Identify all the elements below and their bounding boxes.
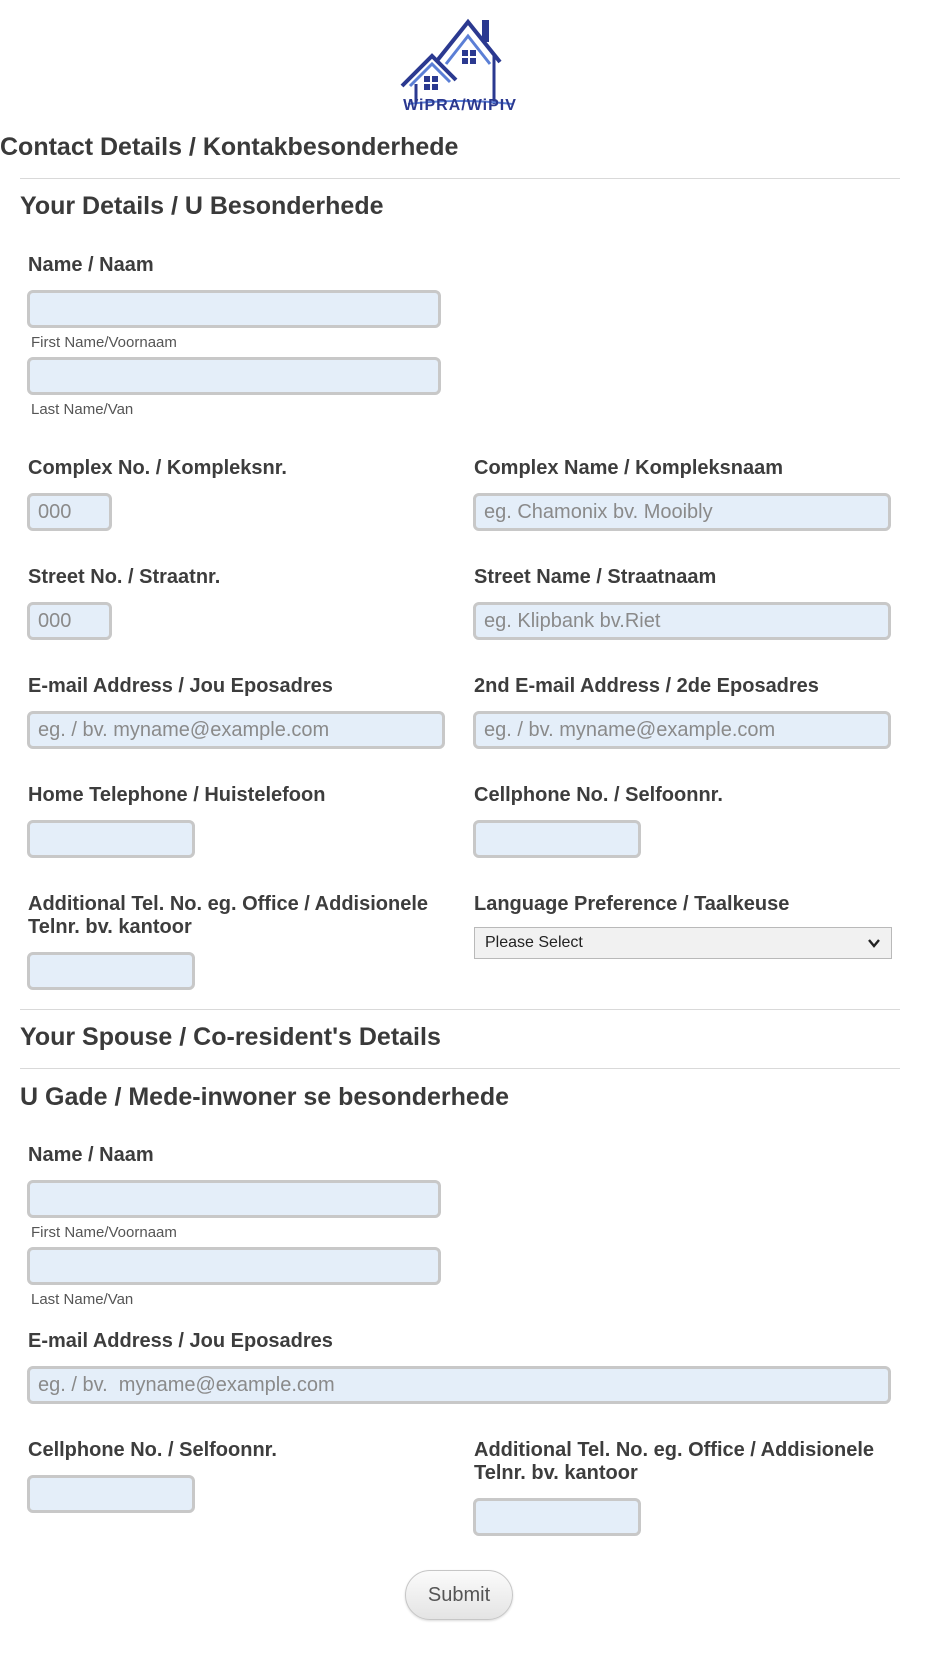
- spouse-email-label: E-mail Address / Jou Eposadres: [28, 1330, 333, 1352]
- email-input[interactable]: [27, 711, 445, 749]
- lang-label: Language Preference / Taalkeuse: [474, 893, 790, 915]
- email2-input[interactable]: [473, 711, 891, 749]
- spouse-first-name-input[interactable]: [27, 1180, 441, 1218]
- spouse-cell-label: Cellphone No. / Selfoonnr.: [28, 1439, 277, 1461]
- add-tel-label: Additional Tel. No. eg. Office / Addisionele Telnr. bv. kantoor: [28, 893, 429, 938]
- cell-input[interactable]: [473, 820, 641, 858]
- language-select[interactable]: [474, 927, 892, 959]
- complex-no-label: Complex No. / Kompleksnr.: [28, 457, 287, 479]
- language-select-value: Please Select: [485, 934, 583, 951]
- street-no-input[interactable]: [27, 602, 112, 640]
- add-tel-input[interactable]: [27, 952, 195, 990]
- logo-text: WiPRA/WiPIV: [403, 97, 517, 114]
- email2-label: 2nd E-mail Address / 2de Eposadres: [474, 675, 819, 697]
- submit-button[interactable]: Submit: [405, 1570, 513, 1620]
- spouse-heading: Your Spouse / Co-resident's Details: [20, 1023, 441, 1051]
- last-name-sublabel: Last Name/Van: [31, 401, 134, 418]
- divider: [20, 178, 900, 179]
- home-tel-input[interactable]: [27, 820, 195, 858]
- spouse-add-tel-input[interactable]: [473, 1498, 641, 1536]
- spouse-email-input[interactable]: [27, 1366, 891, 1404]
- home-tel-label: Home Telephone / Huistelefoon: [28, 784, 326, 806]
- your-details-heading: Your Details / U Besonderhede: [20, 192, 384, 220]
- spouse-first-name-sublabel: First Name/Voornaam: [31, 1224, 177, 1241]
- email-label: E-mail Address / Jou Eposadres: [28, 675, 333, 697]
- first-name-sublabel: First Name/Voornaam: [31, 334, 177, 351]
- first-name-input[interactable]: [27, 290, 441, 328]
- spouse-last-name-input[interactable]: [27, 1247, 441, 1285]
- name-label: Name / Naam: [28, 254, 154, 276]
- street-no-label: Street No. / Straatnr.: [28, 566, 221, 588]
- last-name-input[interactable]: [27, 357, 441, 395]
- cell-label: Cellphone No. / Selfoonnr.: [474, 784, 723, 806]
- complex-name-label: Complex Name / Kompleksnaam: [474, 457, 783, 479]
- spouse-cell-input[interactable]: [27, 1475, 195, 1513]
- complex-name-input[interactable]: [473, 493, 891, 531]
- divider: [20, 1068, 900, 1069]
- page-title: Contact Details / Kontakbesonderhede: [0, 133, 459, 161]
- spouse-last-name-sublabel: Last Name/Van: [31, 1291, 134, 1308]
- spouse-heading-af: U Gade / Mede-inwoner se besonderhede: [20, 1083, 510, 1111]
- spouse-add-tel-label: Additional Tel. No. eg. Office / Addisionele Telnr. bv. kantoor: [474, 1439, 875, 1484]
- spouse-name-label: Name / Naam: [28, 1144, 154, 1166]
- complex-no-input[interactable]: [27, 493, 112, 531]
- street-name-input[interactable]: [473, 602, 891, 640]
- street-name-label: Street Name / Straatnaam: [474, 566, 717, 588]
- chevron-down-icon: [867, 936, 881, 950]
- divider: [20, 1009, 900, 1010]
